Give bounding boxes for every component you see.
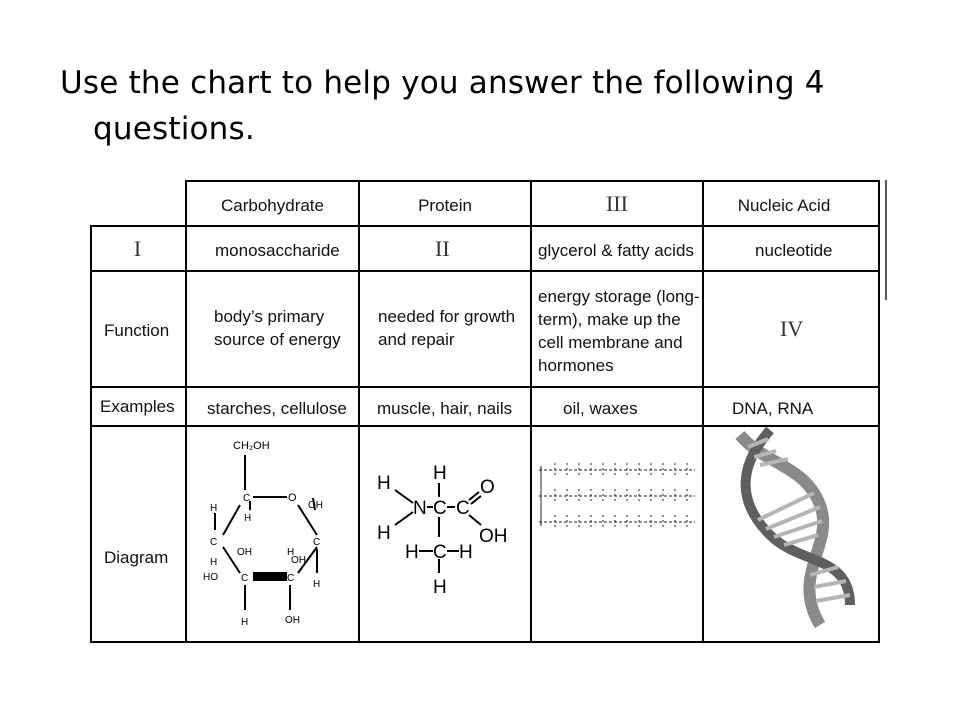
amino-acid-label: H bbox=[433, 463, 447, 484]
column-header-lipid: III bbox=[606, 191, 628, 216]
table-divider bbox=[90, 386, 880, 388]
table-border-right bbox=[878, 180, 880, 643]
glucose-label: H bbox=[241, 617, 249, 628]
glucose-label: C bbox=[287, 573, 295, 584]
nucleic-acid-monomer: nucleotide bbox=[755, 241, 833, 260]
heading-line-1: Use the chart to help you answer the following 4 bbox=[60, 65, 825, 101]
table-divider bbox=[90, 225, 880, 227]
lipid-monomer: glycerol & fatty acids bbox=[538, 241, 694, 260]
amino-acid-label: OH bbox=[479, 526, 508, 547]
column-header-nucleic-acid: Nucleic Acid bbox=[737, 196, 831, 215]
nucleic-acid-function: IV bbox=[780, 316, 804, 341]
table-edge-mark bbox=[885, 180, 887, 300]
carbohydrate-monomer: monosaccharide bbox=[215, 241, 340, 260]
glucose-label: H bbox=[313, 579, 321, 590]
table-divider bbox=[702, 180, 704, 643]
amino-acid-label: H bbox=[433, 577, 447, 598]
amino-acid-label: C bbox=[433, 498, 447, 519]
amino-acid-label: C bbox=[456, 498, 470, 519]
column-header-carbohydrate: Carbohydrate bbox=[220, 196, 324, 215]
amino-acid-label: H bbox=[459, 542, 473, 563]
nucleic-acid-examples: DNA, RNA bbox=[732, 399, 814, 418]
biomolecule-chart bbox=[90, 180, 880, 643]
amino-acid-label: N bbox=[413, 498, 427, 519]
glucose-label: OH bbox=[285, 615, 300, 626]
carbohydrate-examples: starches, cellulose bbox=[207, 399, 347, 418]
glucose-label: H bbox=[210, 557, 218, 568]
table-border-left bbox=[90, 225, 92, 643]
table-divider bbox=[358, 180, 360, 643]
glucose-label: O bbox=[288, 492, 297, 504]
glucose-label: H bbox=[287, 547, 295, 558]
table-divider bbox=[530, 180, 532, 643]
row-label-examples: Examples bbox=[100, 397, 175, 416]
carbohydrate-function: body’s primary source of energy bbox=[214, 307, 341, 349]
amino-acid-label: H bbox=[405, 542, 419, 563]
row-label-diagram: Diagram bbox=[104, 548, 169, 567]
dna-helix-image bbox=[710, 425, 870, 635]
amino-acid-label: H bbox=[377, 523, 391, 544]
column-header-protein: Protein bbox=[418, 196, 472, 215]
glucose-label: C bbox=[210, 537, 218, 548]
protein-examples: muscle, hair, nails bbox=[377, 399, 513, 418]
table-border-bottom bbox=[90, 641, 880, 643]
protein-function: needed for growth and repair bbox=[378, 307, 516, 349]
glucose-label: H bbox=[210, 503, 218, 514]
glucose-structure-diagram bbox=[195, 435, 355, 635]
glucose-label: HO bbox=[203, 572, 218, 583]
lipid-examples: oil, waxes bbox=[563, 399, 638, 418]
amino-acid-structure-diagram bbox=[375, 455, 525, 605]
table-divider bbox=[185, 180, 187, 643]
glucose-label: H bbox=[244, 513, 252, 524]
row-label-function: Function bbox=[104, 321, 170, 340]
glucose-label: C bbox=[313, 537, 321, 548]
glucose-label: C bbox=[243, 493, 251, 504]
lipid-function: energy storage (long-term), make up the cell membrane and hormones bbox=[538, 287, 700, 375]
lipid-structure-diagram bbox=[535, 460, 700, 530]
amino-acid-label: O bbox=[480, 477, 495, 498]
table-border-top bbox=[185, 180, 880, 182]
heading-line-2: questions. bbox=[93, 111, 255, 147]
glucose-label: OH bbox=[237, 547, 252, 558]
amino-acid-label: H bbox=[377, 473, 391, 494]
row-label-monomer: I bbox=[133, 236, 142, 261]
glucose-label: C bbox=[241, 573, 249, 584]
glucose-label: OH bbox=[308, 500, 323, 511]
amino-acid-label: C bbox=[433, 542, 447, 563]
glucose-label: OH bbox=[291, 555, 306, 566]
protein-monomer: II bbox=[435, 236, 450, 261]
glucose-label: CH₂OH bbox=[233, 440, 270, 452]
slide-heading bbox=[60, 60, 920, 152]
table-divider bbox=[90, 270, 880, 272]
